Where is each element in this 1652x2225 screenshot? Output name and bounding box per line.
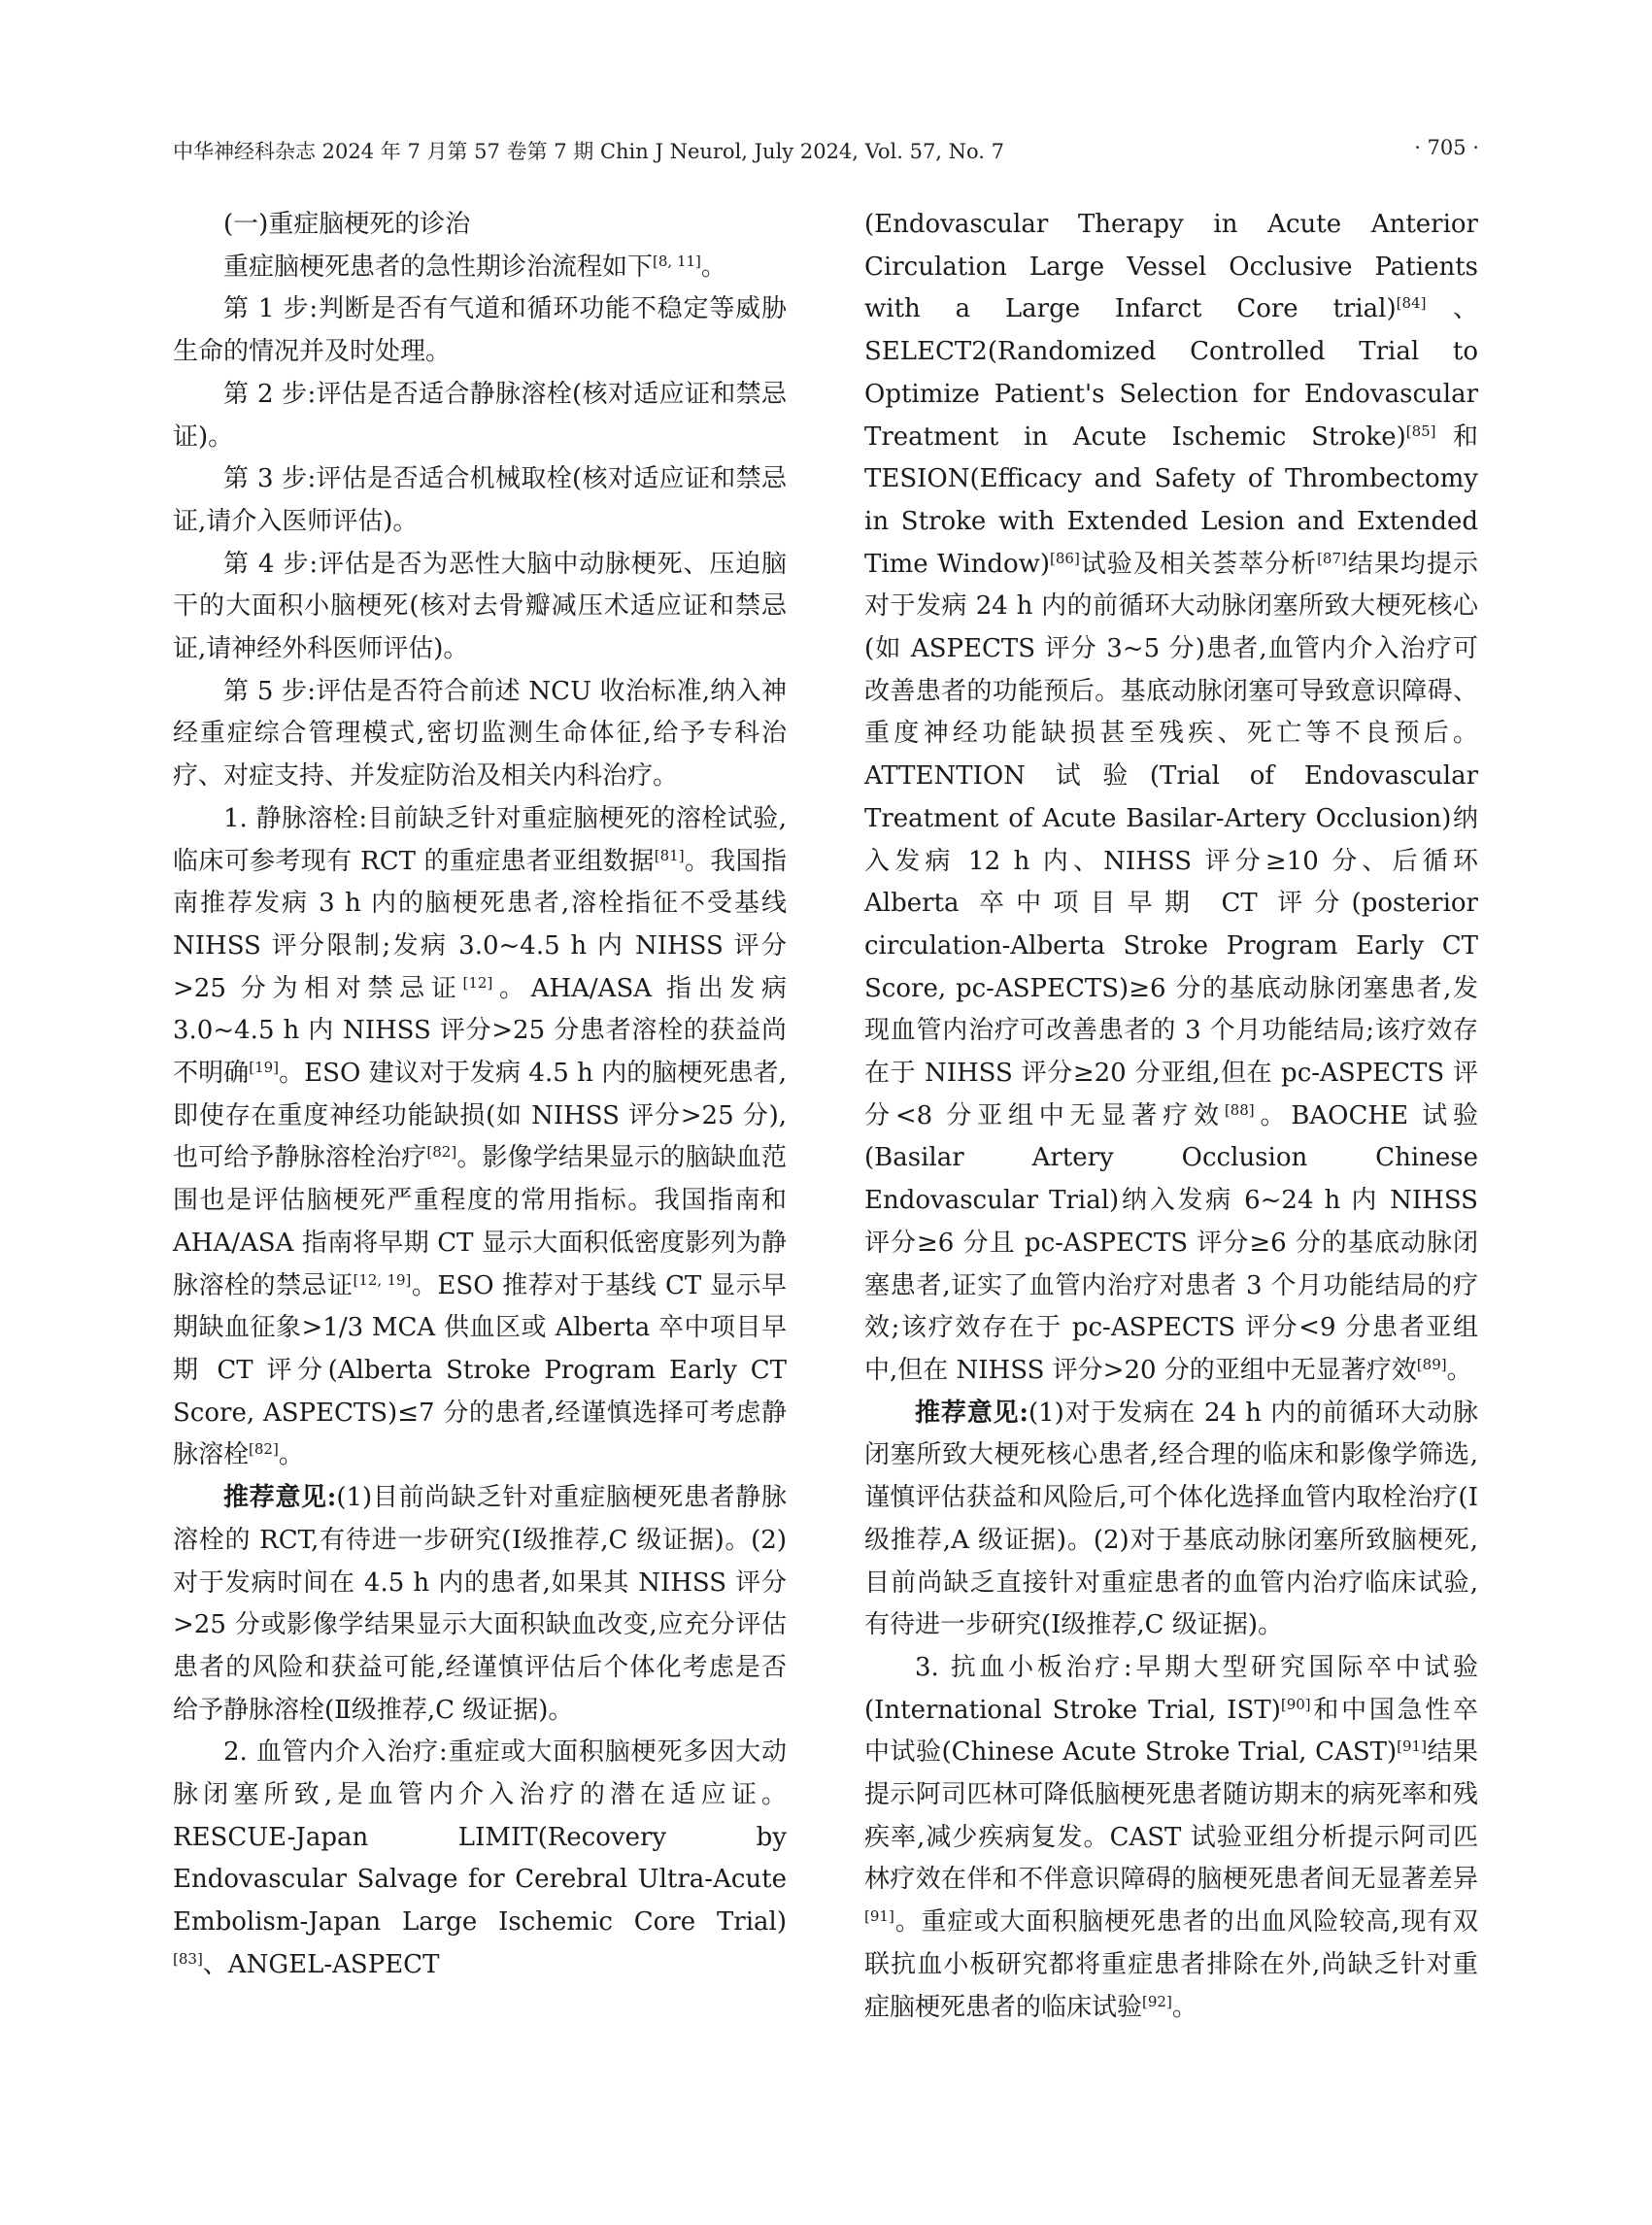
paragraph-antiplatelet [864, 1647, 1478, 2029]
recommendation-evt [864, 1393, 1478, 1647]
text-run: (1)对于发病在 24 h 内的前循环大动脉闭塞所致大梗死核心患者,经合理的临床和影像学筛选,谨慎评估获益和风险后,可个体化选择血管内取栓治疗(Ⅰ级推荐,A 级证据)。(2)对于基底动脉闭塞所致脑梗死,目前尚缺乏直接针对重症患者的血管内治疗临床试验,有待进一步研究(Ⅰ级推荐,C 级证据)。 [864, 1398, 1479, 1640]
step-3: 第 3 步:评估是否适合机械取栓(核对适应证和禁忌证,请介入医师评估)。 [173, 464, 787, 536]
recommendation-label: 推荐意见: [223, 1483, 337, 1513]
text-run: 重症脑梗死患者的急性期诊治流程如下 [223, 252, 654, 282]
citation: [91] [1397, 1737, 1427, 1756]
citation: [88] [1224, 1100, 1255, 1119]
text-run: 。ESO 推荐对于基线 CT 显示早期缺血征象>1/3 MCA 供血区或 Alberta 卒中项目早期 CT 评分(Alberta Stroke Program Early CT Score, ASPECTS)≤7 分的患者,经谨慎选择可考虑静脉溶栓 [173, 1270, 787, 1470]
citation: [87] [1317, 549, 1347, 567]
text-run: 。重症或大面积脑梗死患者的出血风险较高,现有双联抗血小板研究都将重症患者排除在外,尚缺乏针对重症脑梗死患者的临床试验 [864, 1907, 1478, 2022]
citation: [12] [462, 973, 493, 992]
text-run: 2. 血管内介入治疗:重症或大面积脑梗死多因大动脉闭塞所致,是血管内介入治疗的潜在适应证。RESCUE-Japan LIMIT(Recovery by Endovascular Salvage for Cerebral Ultra-Acute Embolism-Japan Large Ischemic Core Trial) [173, 1737, 787, 1938]
text-run: 。BAOCHE 试验(Basilar Artery Occlusion Chinese Endovascular Trial)纳入发病 6~24 h 内 NIHSS 评分≥6 分且 pc-ASPECTS 评分≥6 分的基底动脉闭塞患者,证实了血管内治疗对患者 3 个月功能结局的疗效;该疗效存在于 pc-ASPECTS 评分<9 分患者亚组中,但在 NIHSS 评分>20 分的亚组中无显著疗效 [864, 1100, 1478, 1385]
text-run: 。 [1171, 1992, 1197, 2022]
running-header [173, 128, 1479, 167]
text-run: (Endovascular Therapy in Acute Anterior Circulation Large Vessel Occlusive Patients with a Large Infarct Core trial) [864, 210, 1478, 324]
text-run: 结果均提示对于发病 24 h 内的前循环大动脉闭塞所致大梗死核心(如 ASPECTS 评分 3~5 分)患者,血管内介入治疗可改善患者的功能预后。基底动脉闭塞可导致意识障碍、重度神经功能缺损甚至残疾、死亡等不良预后。ATTENTION 试验(Trial of Endovascular Treatment of Acute Basilar-Artery Occlusion)纳入发病 12 h 内、NIHSS 评分≥10 分、后循环 Alberta 卒中项目早期 CT 评分(posterior circulation-Alberta Stroke Program Early CT Score, pc-ASPECTS)≥6 分的基底动脉闭塞患者,发现血管内治疗可改善患者的 3 个月功能结局;该疗效存在于 NIHSS 评分≥20 分亚组,但在 pc-ASPECTS 评分<8 分亚组中无显著疗效 [864, 549, 1478, 1130]
citation: [81] [654, 846, 685, 864]
paragraph-intro [173, 247, 787, 289]
text-run: 、SELECT2(Randomized Controlled Trial to Optimize Patient's Selection for Endovascular Treatment in Acute Ischemic Stroke) [864, 294, 1478, 452]
text-run: 。 [700, 252, 726, 282]
text-run: 和 TESION(Efficacy and Safety of Thrombectomy in Stroke with Extended Lesion and Extended Time Window) [864, 421, 1478, 579]
text-run: 、ANGEL-ASPECT [202, 1949, 440, 1979]
step-4: 第 4 步:评估是否为恶性大脑中动脉梗死、压迫脑干的大面积小脑梗死(核对去骨瓣减压术适应证和禁忌证,请神经外科医师评估)。 [173, 549, 787, 664]
right-column [864, 204, 1478, 2029]
text-run: 。我国指南推荐发病 3 h 内的脑梗死患者,溶栓指征不受基线 NIHSS 评分限制;发病 3.0~4.5 h 内 NIHSS 评分>25 分为相对禁忌证 [173, 846, 787, 1003]
text-run: 3. 抗血小板治疗:早期大型研究国际卒中试验(International Stroke Trial, IST) [864, 1652, 1478, 1725]
citation: [92] [1142, 1992, 1172, 2010]
citation: [8, 11] [653, 252, 701, 270]
citation: [84] [1396, 294, 1427, 313]
citation: [83] [173, 1949, 203, 1968]
citation: [90] [1280, 1695, 1311, 1713]
step-5: 第 5 步:评估是否符合前述 NCU 收治标准,纳入神经重症综合管理模式,密切监测生命体征,给予专科治疗、对症支持、并发症防治及相关内科治疗。 [173, 676, 787, 792]
left-column [173, 204, 787, 1987]
citation: [85] [1405, 421, 1436, 440]
recommendation-label: 推荐意见: [915, 1398, 1028, 1428]
text-run: 。AHA/ASA 指出发病 3.0~4.5 h 内 NIHSS 评分>25 分患者溶栓的获益尚不明确 [173, 973, 787, 1089]
citation: [91] [864, 1907, 894, 1926]
paragraph-ivt [173, 798, 787, 1477]
text-run: 。 [278, 1440, 304, 1470]
text-run: 。 [1446, 1355, 1472, 1385]
step-1: 第 1 步:判断是否有气道和循环功能不稳定等威胁生命的情况并及时处理。 [173, 294, 787, 367]
paragraph-evt-cont [864, 204, 1478, 1393]
text-run: 和中国急性卒中试验(Chinese Acute Stroke Trial, CAST) [864, 1695, 1478, 1768]
text-run: 试验及相关荟萃分析 [1079, 549, 1318, 579]
page-number: · 705 · [1414, 136, 1479, 159]
recommendation-ivt [173, 1477, 787, 1732]
citation: [86] [1050, 549, 1080, 567]
text-run: 1. 静脉溶栓:目前缺乏针对重症脑梗死的溶栓试验,临床可参考现有 RCT 的重症患者亚组数据 [173, 803, 787, 876]
text-run: 。ESO 建议对于发病 4.5 h 内的脑梗死患者,即使存在重度神经功能缺损(如 NIHSS 评分>25 分),也可给予静脉溶栓治疗 [173, 1059, 787, 1173]
citation: [19] [249, 1059, 280, 1077]
citation: [82] [249, 1440, 279, 1459]
paragraph-evt [173, 1732, 787, 1986]
section-heading: (一)重症脑梗死的诊治 [223, 210, 471, 239]
step-2: 第 2 步:评估是否适合静脉溶栓(核对适应证和禁忌证)。 [173, 379, 787, 452]
citation: [82] [426, 1143, 457, 1162]
journal-citation: 中华神经科杂志 2024 年 7 月第 57 卷第 7 期 Chin J Neurol, July 2024, Vol. 57, No. 7 [173, 140, 1005, 163]
text-run: 。影像学结果显示的脑缺血范围也是评估脑梗死严重程度的常用指标。我国指南和 AHA/ASA 指南将早期 CT 显示大面积低密度影列为静脉溶栓的禁忌证 [173, 1143, 787, 1300]
text-run: 结果提示阿司匹林可降低脑梗死患者随访期末的病死率和残疾率,减少疾病复发。CAST 试验亚组分析提示阿司匹林疗效在伴和不伴意识障碍的脑梗死患者间无显著差异 [864, 1737, 1478, 1895]
citation: [12, 19] [353, 1270, 412, 1289]
text-run: (1)目前尚缺乏针对重症脑梗死患者静脉溶栓的 RCT,有待进一步研究(Ⅰ级推荐,C 级证据)。(2)对于发病时间在 4.5 h 内的患者,如果其 NIHSS 评分>25 分或影像学结果显示大面积缺血改变,应充分评估患者的风险和获益可能,经谨慎评估后个体化考虑是否给予静脉溶栓(Ⅱ级推荐,C 级证据)。 [173, 1483, 787, 1725]
citation: [89] [1416, 1355, 1447, 1373]
